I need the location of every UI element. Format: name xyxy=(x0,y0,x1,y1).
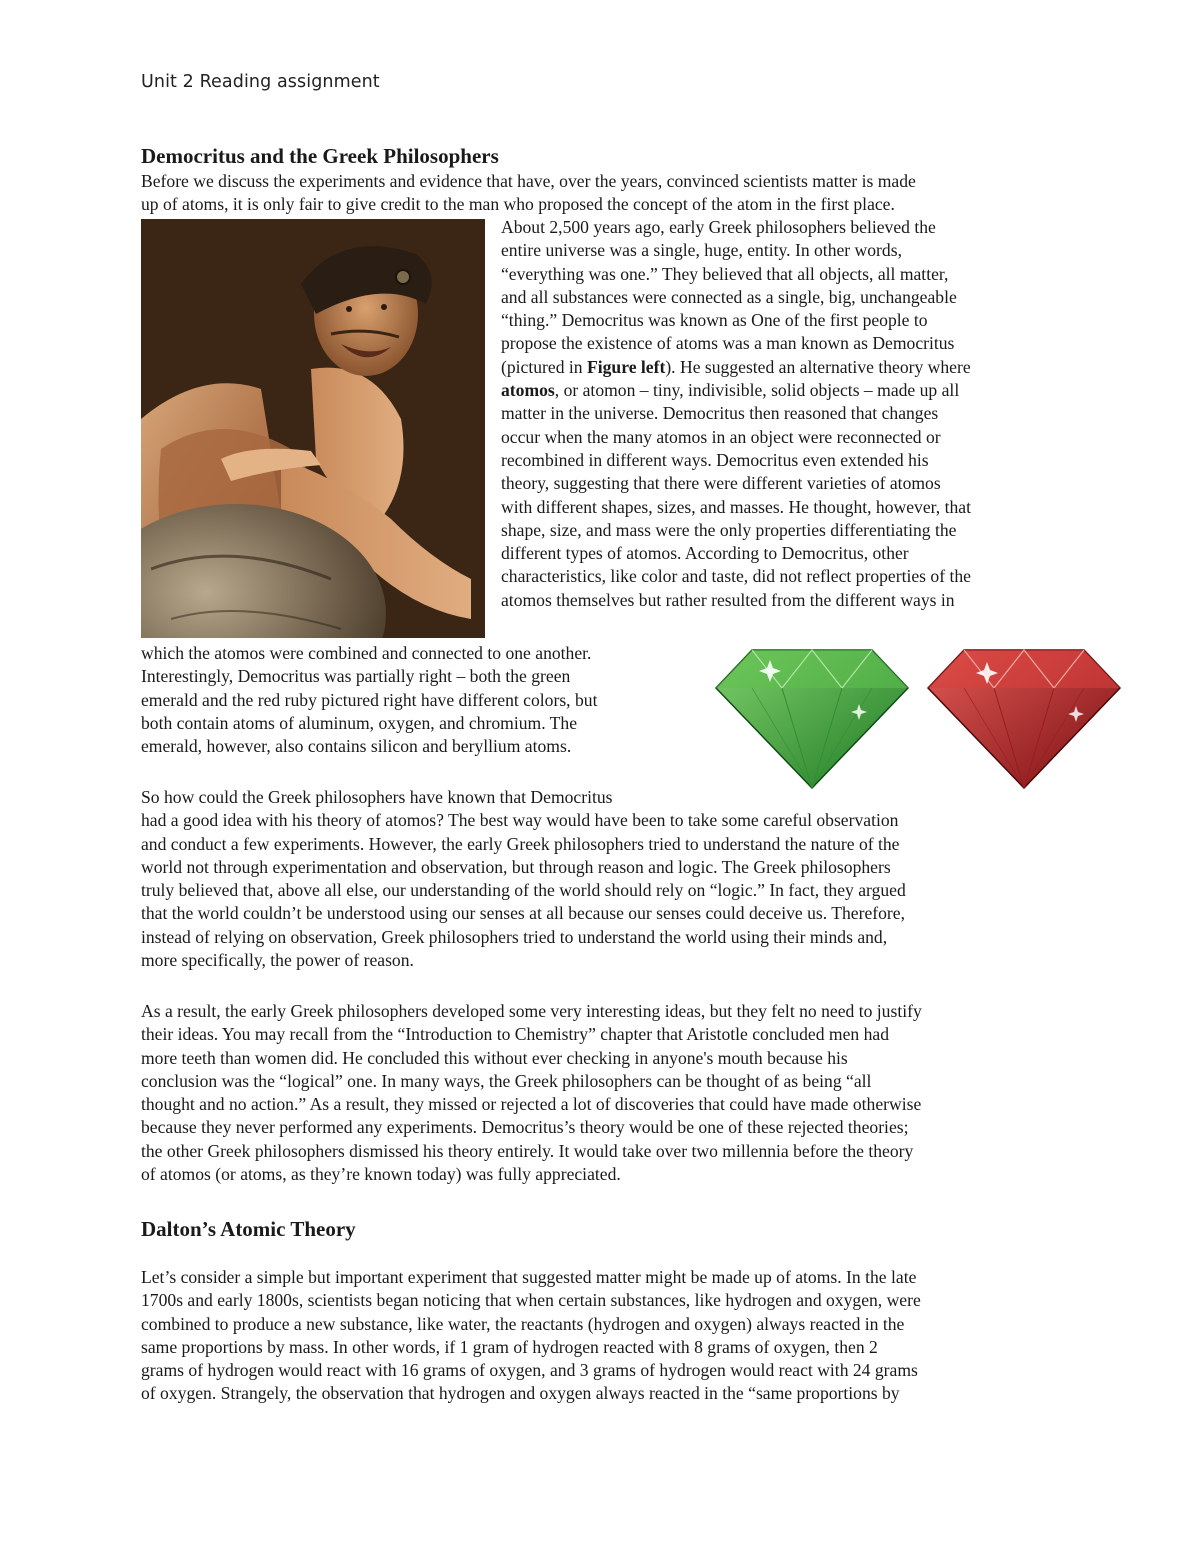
text-line: more teeth than women did. He concluded this without ever checking in anyone's mouth because his xyxy=(141,1047,848,1068)
text-line: their ideas. You may recall from the “Introduction to Chemistry” chapter that Aristotle concluded men had xyxy=(141,1024,890,1045)
text-line: conclusion was the “logical” one. In many ways, the Greek philosophers can be thought of as being “all xyxy=(141,1070,872,1091)
text-line: As a result, the early Greek philosophers developed some very interesting ideas, but they felt no need to justify xyxy=(141,1001,922,1021)
text-line: thought and no action.” As a result, they missed or rejected a lot of discoveries that could have made otherwise xyxy=(141,1094,922,1115)
text-line: of atomos (or atoms, as they’re known today) was fully appreciated. xyxy=(141,1164,621,1185)
text-line: “everything was one.” They believed that all objects, all matter, xyxy=(501,263,949,284)
text-line: occur when the many atomos in an object were reconnected or xyxy=(501,426,941,447)
text-line: “thing.” Democritus was known as One of the first people to xyxy=(501,310,928,331)
gems-figure xyxy=(712,640,1122,790)
text-line: 1700s and early 1800s, scientists began noticing that when certain substances, like hydrogen and oxygen, were xyxy=(141,1290,921,1311)
text-line: instead of relying on observation, Greek philosophers tried to understand the world using their minds and, xyxy=(141,926,888,947)
text-line: emerald and the red ruby pictured right have different colors, but xyxy=(141,689,598,710)
text-line xyxy=(501,379,971,402)
text-fragment: (pictured in xyxy=(501,356,587,377)
text-line: had a good idea with his theory of atomos? The best way would have been to take some careful observation xyxy=(141,810,899,831)
text-line: characteristics, like color and taste, did not reflect properties of the xyxy=(501,566,971,587)
text-line: same proportions by mass. In other words, if 1 gram of hydrogen reacted with 8 grams of oxygen, then 2 xyxy=(141,1336,878,1357)
text-line: world not through experimentation and observation, but through reason and logic. The Greek philosophers xyxy=(141,856,891,877)
ruby-gem xyxy=(928,650,1120,788)
text-line: that the world couldn’t be understood using our senses at all because our senses could deceive us. Therefore, xyxy=(141,903,905,924)
text-line: Let’s consider a simple but important experiment that suggested matter might be made up of atoms. In the late xyxy=(141,1267,917,1287)
text-line: shape, size, and mass were the only properties differentiating the xyxy=(501,519,957,540)
text-line: matter in the universe. Democritus then reasoned that changes xyxy=(501,403,939,424)
text-line: recombined in different ways. Democritus even extended his xyxy=(501,449,929,470)
democritus-painting-illustration xyxy=(141,219,485,638)
text-line: entire universe was a single, huge, entity. In other words, xyxy=(501,240,902,261)
emerald-gem xyxy=(716,650,908,788)
democritus-painting-image xyxy=(141,219,485,638)
text-line: different types of atomos. According to Democritus, other xyxy=(501,543,909,564)
figure-reference: Figure left xyxy=(586,356,666,377)
intro-paragraph xyxy=(141,170,916,217)
text-line: both contain atoms of aluminum, oxygen, and chromium. The xyxy=(141,712,578,733)
text-fragment: ). He suggested an alternative theory where xyxy=(665,356,971,377)
text-line: truly believed that, above all else, our understanding of the world should rely on “logic.” In fact, they argued xyxy=(141,880,906,901)
text-line: Interestingly, Democritus was partially right – both the green xyxy=(141,666,571,687)
dalton-paragraph xyxy=(141,1266,921,1406)
philosophers-result-paragraph xyxy=(141,1000,922,1186)
section-title-dalton: Dalton’s Atomic Theory xyxy=(141,1217,356,1241)
text-line: and conduct a few experiments. However, the early Greek philosophers tried to understand the nature of the xyxy=(141,833,900,854)
text-line: grams of hydrogen would react with 16 grams of oxygen, and 3 grams of hydrogen would react with 24 grams xyxy=(141,1360,918,1381)
philosophers-logic-paragraph xyxy=(141,786,906,972)
text-line: atomos themselves but rather resulted from the different ways in xyxy=(501,589,955,610)
text-line: with different shapes, sizes, and masses. He thought, however, that xyxy=(501,496,971,517)
page-header: Unit 2 Reading assignment xyxy=(141,72,380,92)
gems-illustration xyxy=(712,640,1122,790)
text-line: and all substances were connected as a single, big, unchangeable xyxy=(501,286,957,307)
text-line: About 2,500 years ago, early Greek philosophers believed the xyxy=(501,217,936,237)
text-line: up of atoms, it is only fair to give credit to the man who proposed the concept of the atom in the first place. xyxy=(141,194,895,215)
text-line: which the atomos were combined and connected to one another. xyxy=(141,643,592,663)
text-line: because they never performed any experiments. Democritus’s theory would be one of these rejected theories; xyxy=(141,1117,909,1138)
democritus-text-block xyxy=(501,216,971,612)
text-line: more specifically, the power of reason. xyxy=(141,950,414,971)
text-line: combined to produce a new substance, like water, the reactants (hydrogen and oxygen) always reacted in the xyxy=(141,1313,905,1334)
text-line: of oxygen. Strangely, the observation that hydrogen and oxygen always reacted in the “same proportions by xyxy=(141,1383,900,1404)
text-line: So how could the Greek philosophers have known that Democritus xyxy=(141,787,613,807)
text-line: theory, suggesting that there were different varieties of atomos xyxy=(501,473,941,494)
section-title-democritus: Democritus and the Greek Philosophers xyxy=(141,144,499,168)
text-fragment: , or atomon – tiny, indivisible, solid objects – made up all xyxy=(554,380,960,401)
text-line: emerald, however, also contains silicon and beryllium atoms. xyxy=(141,736,572,757)
gem-paragraph xyxy=(141,642,597,758)
term-atomos: atomos xyxy=(501,380,555,401)
text-line: the other Greek philosophers dismissed his theory entirely. It would take over two millennia before the theory xyxy=(141,1140,914,1161)
text-line: Before we discuss the experiments and evidence that have, over the years, convinced scientists matter is made xyxy=(141,171,916,191)
text-line xyxy=(501,356,971,379)
text-line: propose the existence of atoms was a man known as Democritus xyxy=(501,333,955,354)
